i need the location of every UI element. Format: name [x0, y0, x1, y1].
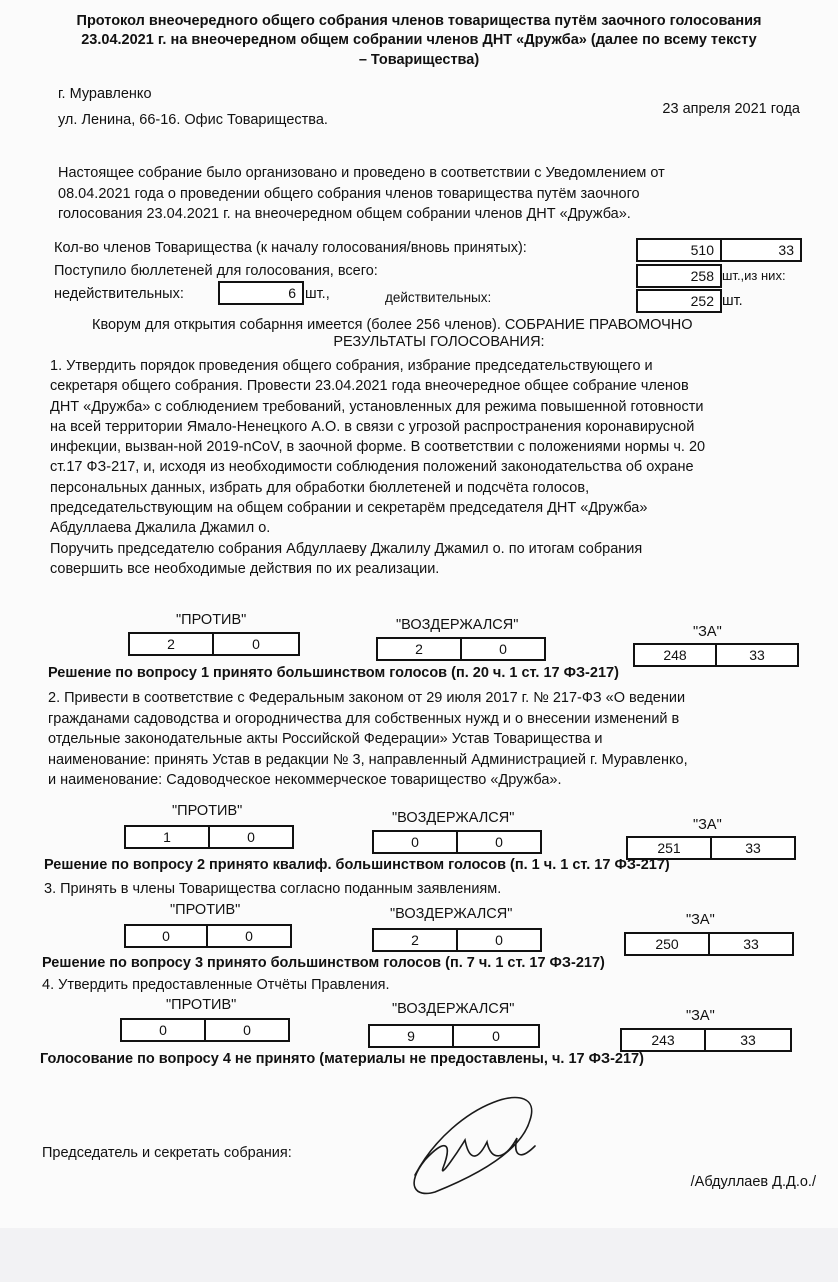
question-1-line: Абдуллаева Джалила Джамил о.: [50, 520, 271, 537]
q1-abstain-new: 0: [460, 639, 544, 659]
question-1-line: ДНТ «Дружба» с соблюдением требований, установленных для режима повышенной готовности: [50, 398, 704, 415]
q3-for-new: 33: [708, 934, 792, 954]
q4-abstain-label: "ВОЗДЕРЖАЛСЯ": [392, 1001, 515, 1017]
q3-for-box: [624, 932, 794, 956]
q3-abstain-new: 0: [456, 930, 540, 950]
intro-line: 08.04.2021 года о проведении общего собрания членов товарищества путём заочного: [58, 185, 640, 202]
signature-stroke: [414, 1098, 535, 1194]
q1-abstain-count: 2: [415, 641, 423, 657]
signature-label: Председатель и секретать собрания:: [42, 1145, 292, 1161]
title-line-2: 23.04.2021 г. на внеочередном общем собрании членов ДНТ «Дружба» (далее по всему тексту: [81, 32, 757, 48]
q3-abstain-count: 2: [411, 932, 419, 948]
q4-abstain-box: [368, 1024, 540, 1048]
q1-for-label: "ЗА": [693, 624, 722, 640]
q2-for-new: 33: [710, 838, 794, 858]
q4-decision: Голосование по вопросу 4 не принято (материалы не предоставлены, ч. 17 ФЗ-217): [40, 1051, 644, 1067]
q3-abstain-label: "ВОЗДЕРЖАЛСЯ": [390, 906, 513, 922]
ballots-label: Поступило бюллетеней для голосования, всего:: [54, 263, 378, 279]
q1-for-new: 33: [715, 645, 797, 665]
invalid-unit: шт.,: [305, 286, 330, 302]
q2-against-box: [124, 825, 294, 849]
q3-against-new: 0: [206, 926, 290, 946]
valid-box: [636, 289, 722, 313]
title-line-1: Протокол внеочередного общего собрания членов товарищества путём заочного голосования: [76, 13, 762, 29]
q1-against-label: "ПРОТИВ": [176, 612, 247, 628]
address: ул. Ленина, 66-16. Офис Товарищества.: [58, 112, 328, 128]
q1-for-count: 248: [663, 647, 687, 663]
members-count-box: [636, 238, 802, 262]
invalid-label: недействительных:: [54, 286, 184, 302]
ballots-unit: шт.,из них:: [722, 268, 786, 283]
members-new: 33: [720, 240, 800, 260]
question-1: [50, 356, 705, 579]
question-2-line: гражданами садоводства и огородничества для собственных нужд и о внесении изменений в: [48, 710, 680, 727]
city: г. Муравленко: [58, 86, 152, 102]
q2-for-count: 251: [657, 840, 681, 856]
q1-abstain-label: "ВОЗДЕРЖАЛСЯ": [396, 617, 519, 633]
q1-against-count: 2: [167, 636, 175, 652]
q1-abstain-box: [376, 637, 546, 661]
q3-for-count: 250: [655, 936, 679, 952]
question-4: 4. Утвердить предоставленные Отчёты Правления.: [42, 977, 390, 993]
ballots-value: 258: [690, 268, 714, 284]
question-1-line: совершить все необходимые действия по их реализации.: [50, 560, 440, 577]
intro-line: Настоящее собрание было организовано и проведено в соответствии с Уведомлением от: [58, 165, 665, 181]
valid-label: действительных:: [385, 290, 492, 305]
question-3: 3. Принять в члены Товарищества согласно поданным заявлениям.: [44, 881, 502, 897]
q4-for-count: 243: [651, 1032, 675, 1048]
q2-for-label: "ЗА": [693, 817, 722, 833]
q3-against-box: [124, 924, 292, 948]
q4-for-box: [620, 1028, 792, 1052]
question-1-line: персональных данных, избрать для обработки бюллетеней и подсчёта голосов,: [50, 479, 590, 496]
question-1-line: 1. Утвердить порядок проведения общего собрания, избрание председательствующего и: [50, 358, 653, 374]
q4-against-count: 0: [159, 1022, 167, 1038]
q1-decision: Решение по вопросу 1 принято большинством голосов (п. 20 ч. 1 ст. 17 ФЗ-217): [48, 665, 619, 681]
question-1-line: ст.17 ФЗ-217, и, исходя из необходимости соблюдения положений законодательства об охране: [50, 459, 694, 476]
question-1-line: секретаря общего собрания. Провести 23.04.2021 года внеочередное общее собрание членов: [50, 378, 689, 395]
question-1-line: председательствующим на общем собрании и секретарём председателя ДНТ «Дружба»: [50, 500, 648, 517]
q2-abstain-box: [372, 830, 542, 854]
quorum-statement: Кворум для открытия собарння имеется (более 256 членов). СОБРАНИЕ ПРАВОМОЧНО: [92, 317, 693, 333]
question-1-line: на всей территории Ямало-Ненецкого А.О. в связи с угрозой распространения коронавирусной: [50, 418, 695, 435]
question-2-line: отдельные законодательные акты Российской Федерации» Устав Товарищества и: [48, 731, 603, 747]
ballots-box: [636, 264, 722, 288]
members-total: 510: [690, 242, 714, 258]
q4-for-label: "ЗА": [686, 1008, 715, 1024]
members-label: Кол-во членов Товарищества (к началу голосования/вновь принятых):: [54, 240, 527, 256]
q2-against-label: "ПРОТИВ": [172, 803, 243, 819]
q3-for-label: "ЗА": [686, 912, 715, 928]
q4-for-new: 33: [704, 1030, 790, 1050]
question-2-line: 2. Привести в соответствие с Федеральным законом от 29 июля 2017 г. № 217-ФЗ «О ведении: [48, 690, 686, 706]
title-line-3: – Товарищества): [358, 52, 480, 68]
q4-against-box: [120, 1018, 290, 1042]
q2-abstain-new: 0: [456, 832, 540, 852]
valid-value: 252: [690, 293, 714, 309]
q3-against-count: 0: [162, 928, 170, 944]
q1-against-box: [128, 632, 300, 656]
valid-unit: шт.: [722, 293, 743, 309]
invalid-value: 6: [288, 285, 296, 301]
q3-abstain-box: [372, 928, 542, 952]
q3-decision: Решение по вопросу 3 принято большинством голосов (п. 7 ч. 1 ст. 17 ФЗ-217): [42, 955, 605, 971]
q2-abstain-label: "ВОЗДЕРЖАЛСЯ": [392, 810, 515, 826]
intro-paragraph: [58, 163, 665, 225]
intro-line: голосования 23.04.2021 г. на внеочередном общем собрании членов ДНТ «Дружба».: [58, 206, 631, 223]
q2-against-new: 0: [208, 827, 292, 847]
handwritten-signature: [395, 1080, 565, 1200]
q2-abstain-count: 0: [411, 834, 419, 850]
q4-abstain-count: 9: [407, 1028, 415, 1044]
q2-decision: Решение по вопросу 2 принято квалиф. большинством голосов (п. 1 ч. 1 ст. 17 ФЗ-217): [44, 857, 670, 873]
q1-for-box: [633, 643, 799, 667]
question-1-line: Поручить председателю собрания Абдуллаеву Джалилу Джамил о. по итогам собрания: [50, 540, 643, 557]
invalid-box: [218, 281, 304, 305]
q2-against-count: 1: [163, 829, 171, 845]
q4-against-label: "ПРОТИВ": [166, 997, 237, 1013]
q4-abstain-new: 0: [452, 1026, 538, 1046]
question-2-line: и наименование: Садоводческое некоммерческое товарищество «Дружба».: [48, 772, 562, 788]
question-2-line: наименование: принять Устав в редакции № 3, направленный Администрацией г. Муравленко,: [48, 751, 688, 768]
q1-against-new: 0: [212, 634, 298, 654]
signature-name: /Абдуллаев Д.Д.о./: [690, 1174, 816, 1190]
results-heading: РЕЗУЛЬТАТЫ ГОЛОСОВАНИЯ:: [333, 334, 545, 350]
q4-against-new: 0: [204, 1020, 288, 1040]
question-2: [48, 688, 688, 791]
q3-against-label: "ПРОТИВ": [170, 902, 241, 918]
document-date: 23 апреля 2021 года: [662, 101, 800, 117]
question-1-line: инфекции, вызван-ной 2019-nCoV, в заочной форме. В соответствии с положениями нормы ч. 20: [50, 439, 706, 456]
